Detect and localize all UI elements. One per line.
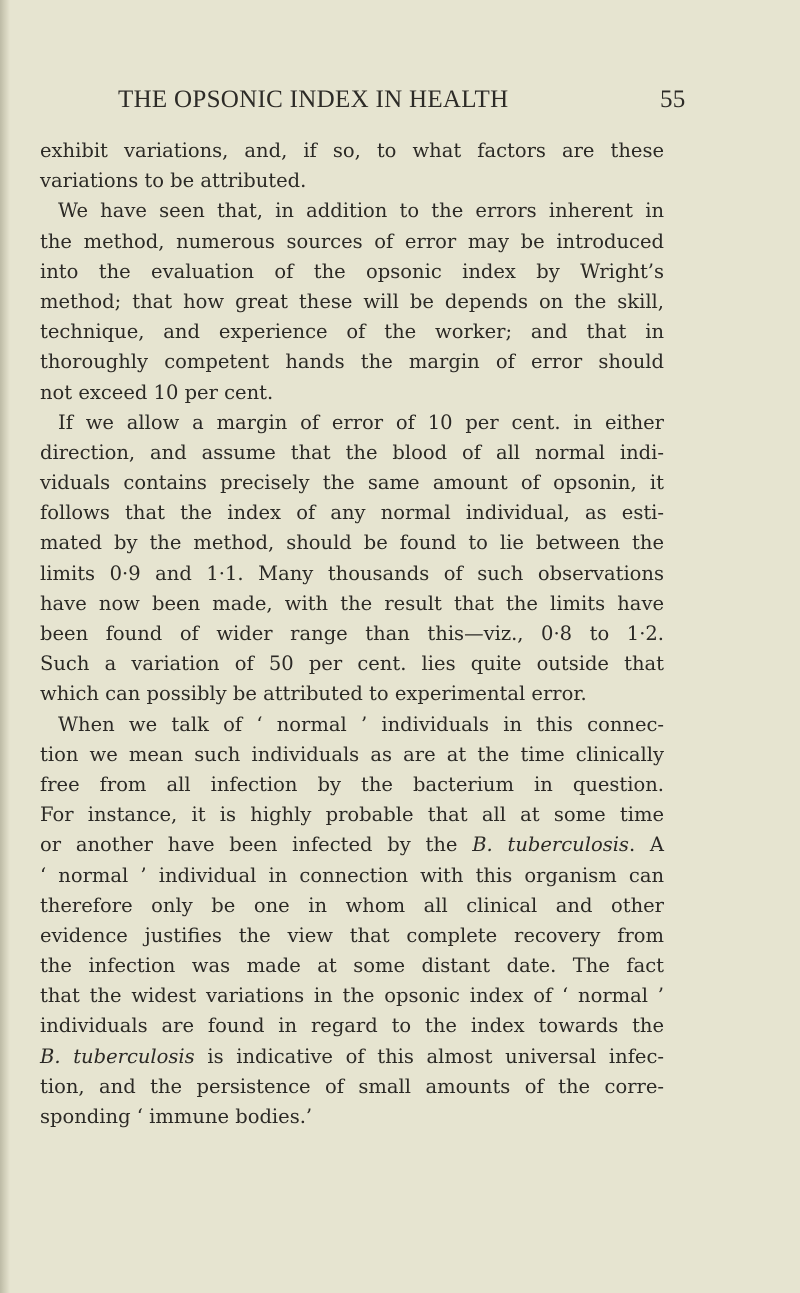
- text-line: direction, and assume that the blood of all normal indi-: [40, 440, 664, 464]
- text-line: tion, and the persistence of small amounts of the corre-: [40, 1074, 664, 1098]
- paragraph: [40, 136, 664, 196]
- text-line: or another have been infected by the B. tuberculosis. A: [40, 833, 664, 857]
- species-name: B. tuberculosis: [40, 1044, 195, 1068]
- text-line: We have seen that, in addition to the errors inherent in: [58, 199, 664, 223]
- text-line: mated by the method, should be found to lie between the: [40, 531, 664, 555]
- text-line: viduals contains precisely the same amount of opsonin, it: [40, 471, 664, 495]
- page-header: [30, 84, 686, 120]
- text-line: If we allow a margin of error of 10 per cent. in either: [58, 410, 664, 434]
- text-line: therefore only be one in whom all clinical and other: [40, 893, 664, 917]
- species-name: B. tuberculosis: [472, 833, 629, 857]
- text-line: follows that the index of any normal individual, as esti-: [40, 501, 664, 525]
- text-line: the infection was made at some distant date. The fact: [40, 954, 664, 978]
- paragraph: [40, 196, 664, 407]
- text-line: tion we mean such individuals as are at the time clinically: [40, 742, 664, 766]
- text-line: been found of wider range than this—viz., 0·8 to 1·2.: [40, 622, 664, 645]
- text-line: the method, numerous sources of error may be introduced: [40, 229, 664, 253]
- text-line: technique, and experience of the worker; and that in: [40, 320, 664, 344]
- page-number: 55: [660, 86, 686, 113]
- text-line: that the widest variations in the opsonic index of ‘ normal ’: [40, 984, 664, 1008]
- page-spine-shadow: [0, 0, 10, 1293]
- text-line: have now been made, with the result that the limits have: [40, 591, 664, 615]
- paragraph: [40, 408, 664, 710]
- text-line: free from all infection by the bacterium in question.: [40, 772, 664, 796]
- running-title: THE OPSONIC INDEX IN HEALTH: [118, 86, 509, 113]
- text-line: sponding ‘ immune bodies.’: [40, 1105, 313, 1128]
- text-line: Such a variation of 50 per cent. lies quite outside that: [40, 652, 664, 676]
- text-line: individuals are found in regard to the index towards the: [40, 1014, 664, 1038]
- text-line: limits 0·9 and 1·1. Many thousands of such observations: [40, 561, 664, 585]
- text-line: ‘ normal ’ individual in connection with this organism can: [40, 863, 664, 887]
- text-line: For instance, it is highly probable that all at some time: [40, 803, 664, 827]
- text-line: B. tuberculosis is indicative of this almost universal infec-: [40, 1044, 664, 1068]
- text-line: variations to be attributed.: [40, 169, 307, 193]
- text-line: into the evaluation of the opsonic index by Wright’s: [40, 259, 664, 283]
- text-line: method; that how great these will be depends on the skill,: [40, 289, 664, 313]
- text-line: not exceed 10 per cent.: [40, 380, 274, 404]
- paragraph: [40, 710, 664, 1133]
- text-line: exhibit variations, and, if so, to what factors are these: [40, 139, 664, 162]
- text-line: evidence justifies the view that complete recovery from: [40, 923, 664, 947]
- body-text: [40, 136, 664, 1132]
- text-line: When we talk of ‘ normal ’ individuals in this connec-: [58, 712, 664, 736]
- text-line: thoroughly competent hands the margin of error should: [40, 350, 664, 374]
- text-line: which can possibly be attributed to experimental error.: [40, 682, 587, 706]
